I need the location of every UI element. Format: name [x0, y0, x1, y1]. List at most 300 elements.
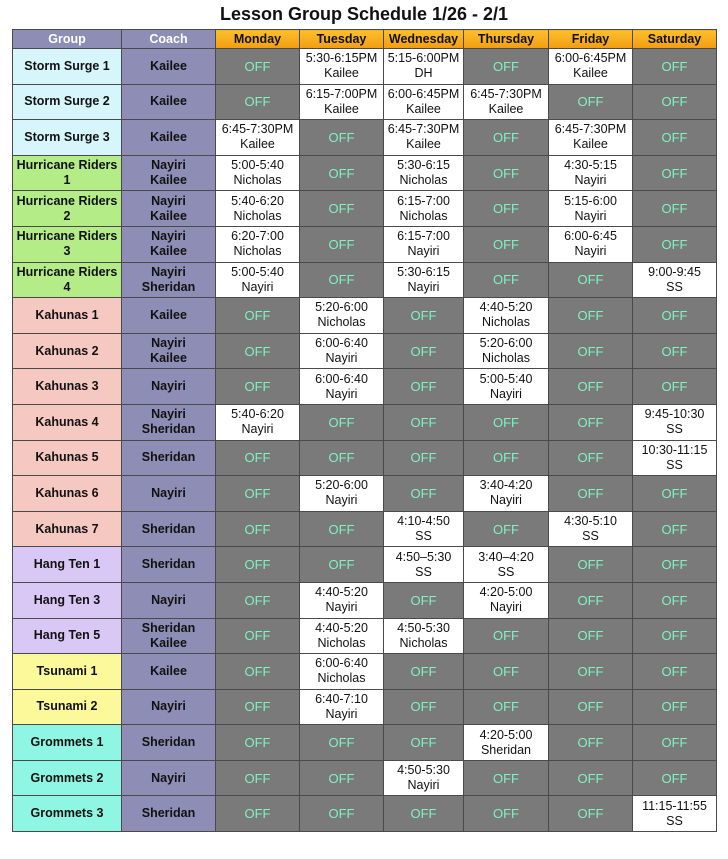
lesson-time: 6:45-7:30PM [221, 122, 294, 137]
lesson-time: 6:20-7:00 [231, 229, 284, 244]
off-cell: OFF [216, 796, 300, 832]
coach-name: Sheridan [141, 450, 196, 465]
off-cell: OFF [549, 333, 633, 369]
lesson-time: 5:00-5:40 [231, 264, 284, 279]
lesson-instructor: Nicholas [233, 173, 282, 188]
off-cell: OFF [549, 547, 633, 583]
group-name-line: Kahunas 7 [35, 521, 99, 536]
lesson-time: 5:30-6:15 [397, 264, 450, 279]
lesson-slot-cell [384, 511, 464, 547]
lesson-instructor: Nayiri [574, 244, 607, 259]
group-name-line: Hang Ten 5 [33, 628, 101, 643]
coach-name: Sheridan [141, 620, 196, 635]
off-cell: OFF [633, 191, 717, 227]
off-cell: OFF [633, 760, 717, 796]
off-cell: OFF [464, 511, 549, 547]
lesson-instructor: SS [415, 529, 432, 544]
lesson-slot-cell [464, 582, 549, 618]
header-day: Saturday [633, 30, 717, 49]
lesson-slot-cell [633, 796, 717, 832]
group-name-cell [13, 84, 122, 120]
group-name-line: 2 [63, 208, 71, 223]
off-cell: OFF [300, 725, 384, 761]
off-cell: OFF [300, 547, 384, 583]
lesson-instructor: Nayiri [490, 600, 522, 615]
lesson-time: 5:00-5:40 [479, 371, 533, 386]
group-name-line: Storm Surge 3 [24, 129, 110, 144]
group-name-line: Grommets 2 [30, 770, 104, 785]
lesson-slot-cell [384, 191, 464, 227]
lesson-time: 9:00-9:45 [648, 264, 701, 279]
lesson-instructor: Nicholas [482, 351, 530, 366]
lesson-instructor: Nayiri [241, 422, 274, 437]
group-name-cell [13, 725, 122, 761]
off-cell: OFF [300, 760, 384, 796]
lesson-instructor: Nicholas [399, 635, 448, 650]
group-name-line: Hurricane Riders [16, 264, 118, 279]
lesson-slot-cell [549, 511, 633, 547]
lesson-instructor: Kailee [406, 101, 441, 116]
lesson-time: 4:30-5:10 [564, 514, 617, 529]
off-cell: OFF [464, 155, 549, 191]
lesson-time: 4:50-5:30 [397, 763, 450, 778]
lesson-slot-cell [300, 298, 384, 334]
lesson-time: 5:15-6:00PM [387, 51, 460, 66]
table-row [13, 476, 717, 512]
off-cell: OFF [464, 796, 549, 832]
table-row [13, 298, 717, 334]
table-row [13, 654, 717, 690]
coach-name: Kailee [150, 351, 187, 366]
off-cell: OFF [633, 120, 717, 156]
header-day: Friday [549, 30, 633, 49]
group-name-line: 1 [63, 173, 71, 188]
off-cell: OFF [216, 618, 300, 654]
lesson-slot-cell [464, 369, 549, 405]
off-cell: OFF [633, 155, 717, 191]
table-row [13, 84, 717, 120]
lesson-time: 4:20-5:00 [479, 727, 533, 742]
header-day: Thursday [464, 30, 549, 49]
off-cell: OFF [464, 440, 549, 476]
table-row [13, 582, 717, 618]
lesson-instructor: Kailee [488, 101, 524, 116]
table-row [13, 226, 717, 262]
lesson-slot-cell [300, 84, 384, 120]
lesson-time: 4:30-5:15 [564, 158, 617, 173]
group-name-cell [13, 155, 122, 191]
off-cell: OFF [216, 333, 300, 369]
lesson-time: 4:50–5:30 [395, 549, 452, 564]
table-row [13, 49, 717, 85]
off-cell: OFF [549, 618, 633, 654]
lesson-time: 3:40–4:20 [478, 549, 534, 564]
group-name-cell [13, 618, 122, 654]
group-name-cell [13, 760, 122, 796]
off-cell: OFF [300, 404, 384, 440]
coach-cell [122, 369, 216, 405]
group-name-line: Kahunas 1 [35, 307, 99, 322]
lesson-time: 5:15-6:00 [564, 193, 617, 208]
group-name-line: 3 [63, 244, 71, 259]
off-cell: OFF [464, 262, 549, 298]
schedule-table [12, 29, 717, 832]
lesson-instructor: Nayiri [325, 706, 358, 721]
lesson-instructor: Kailee [406, 137, 441, 152]
group-name-line: Hang Ten 3 [33, 592, 101, 607]
group-name-cell [13, 262, 122, 298]
header-day: Tuesday [300, 30, 384, 49]
lesson-instructor: Nicholas [482, 315, 530, 330]
lesson-instructor: Kailee [573, 137, 608, 152]
group-name-line: Kahunas 2 [35, 343, 99, 358]
coach-cell [122, 511, 216, 547]
off-cell: OFF [216, 725, 300, 761]
coach-cell [122, 689, 216, 725]
off-cell: OFF [549, 654, 633, 690]
lesson-time: 3:40-4:20 [479, 478, 533, 493]
lesson-instructor: SS [666, 457, 683, 472]
group-name-line: Storm Surge 2 [24, 94, 110, 109]
lesson-slot-cell [384, 155, 464, 191]
off-cell: OFF [464, 191, 549, 227]
off-cell: OFF [464, 226, 549, 262]
off-cell: OFF [216, 511, 300, 547]
coach-cell [122, 49, 216, 85]
lesson-instructor: Nayiri [241, 279, 274, 294]
table-row [13, 440, 717, 476]
group-name-line: Kahunas 3 [35, 379, 99, 394]
group-name-cell [13, 369, 122, 405]
lesson-slot-cell [384, 760, 464, 796]
coach-name: Nayiri [151, 336, 186, 351]
coach-name: Nayiri [151, 193, 186, 208]
lesson-time: 4:20-5:00 [479, 585, 533, 600]
coach-cell [122, 262, 216, 298]
lesson-slot-cell [300, 333, 384, 369]
coach-cell [122, 618, 216, 654]
off-cell: OFF [464, 654, 549, 690]
table-row [13, 725, 717, 761]
lesson-time: 4:10-4:50 [397, 514, 450, 529]
coach-name: Kailee [150, 94, 187, 109]
group-name-line: Hurricane Riders [16, 158, 118, 173]
table-row [13, 333, 717, 369]
lesson-time: 6:40-7:10 [315, 691, 368, 706]
lesson-slot-cell [384, 618, 464, 654]
lesson-slot-cell [300, 369, 384, 405]
lesson-instructor: Nicholas [317, 671, 366, 686]
coach-name: Kailee [150, 244, 187, 259]
lesson-slot-cell [384, 49, 464, 85]
off-cell: OFF [549, 689, 633, 725]
group-name-cell [13, 49, 122, 85]
lesson-instructor: Nayiri [325, 351, 358, 366]
lesson-time: 4:40-5:20 [315, 620, 368, 635]
off-cell: OFF [633, 333, 717, 369]
off-cell: OFF [549, 84, 633, 120]
lesson-instructor: Nayiri [574, 208, 607, 223]
off-cell: OFF [633, 476, 717, 512]
lesson-time: 5:40-6:20 [231, 193, 284, 208]
group-name-cell [13, 226, 122, 262]
group-name-line: Grommets 3 [30, 806, 104, 821]
off-cell: OFF [549, 582, 633, 618]
lesson-instructor: SS [497, 564, 515, 579]
group-name-cell [13, 120, 122, 156]
table-row [13, 547, 717, 583]
off-cell: OFF [300, 155, 384, 191]
lesson-slot-cell [464, 725, 549, 761]
lesson-slot-cell [384, 262, 464, 298]
coach-cell [122, 404, 216, 440]
off-cell: OFF [464, 404, 549, 440]
off-cell: OFF [384, 369, 464, 405]
off-cell: OFF [633, 226, 717, 262]
header-coach: Coach [122, 30, 216, 49]
coach-name: Sheridan [141, 735, 196, 750]
off-cell: OFF [216, 582, 300, 618]
group-name-line: Hang Ten 1 [33, 557, 101, 572]
coach-cell [122, 120, 216, 156]
lesson-time: 6:00-6:40 [315, 336, 368, 351]
lesson-time: 5:40-6:20 [231, 407, 284, 422]
lesson-time: 5:30-6:15 [397, 158, 450, 173]
lesson-instructor: SS [666, 422, 683, 437]
group-name-cell [13, 333, 122, 369]
lesson-instructor: Nicholas [399, 173, 448, 188]
coach-cell [122, 796, 216, 832]
lesson-instructor: SS [582, 529, 599, 544]
group-name-line: Kahunas 6 [35, 485, 99, 500]
coach-name: Sheridan [141, 557, 196, 572]
coach-name: Nayiri [151, 699, 186, 714]
coach-name: Nayiri [151, 158, 186, 173]
off-cell: OFF [384, 725, 464, 761]
off-cell: OFF [384, 796, 464, 832]
off-cell: OFF [633, 618, 717, 654]
coach-cell [122, 582, 216, 618]
lesson-instructor: Nayiri [407, 244, 440, 259]
group-name-line: Hurricane Riders [16, 193, 118, 208]
coach-cell [122, 191, 216, 227]
off-cell: OFF [300, 120, 384, 156]
lesson-time: 6:45-7:30PM [554, 122, 627, 137]
off-cell: OFF [216, 440, 300, 476]
lesson-time: 11:15-11:55 [642, 798, 707, 813]
lesson-time: 6:00-6:40 [315, 371, 368, 386]
coach-name: Kailee [150, 663, 187, 678]
coach-cell [122, 226, 216, 262]
off-cell: OFF [464, 760, 549, 796]
lesson-slot-cell [549, 49, 633, 85]
coach-name: Nayiri [151, 485, 186, 500]
lesson-instructor: Nayiri [490, 493, 522, 508]
group-name-cell [13, 191, 122, 227]
table-row [13, 262, 717, 298]
header-group: Group [13, 30, 122, 49]
coach-name: Sheridan [141, 521, 196, 536]
lesson-slot-cell [384, 84, 464, 120]
lesson-slot-cell [633, 440, 717, 476]
lesson-time: 6:15-7:00PM [305, 86, 378, 101]
group-name-line: 4 [63, 279, 71, 294]
lesson-time: 6:45-7:30PM [387, 122, 460, 137]
lesson-slot-cell [549, 155, 633, 191]
off-cell: OFF [633, 369, 717, 405]
lesson-instructor: Nicholas [317, 315, 366, 330]
off-cell: OFF [384, 298, 464, 334]
group-name-line: Hurricane Riders [16, 229, 118, 244]
table-row [13, 511, 717, 547]
coach-cell [122, 440, 216, 476]
lesson-time: 5:00-5:40 [231, 158, 284, 173]
page-title: Lesson Group Schedule 1/26 - 2/1 [219, 4, 509, 24]
group-name-cell [13, 404, 122, 440]
lesson-slot-cell [633, 404, 717, 440]
coach-cell [122, 547, 216, 583]
coach-name: Nayiri [151, 229, 186, 244]
off-cell: OFF [216, 654, 300, 690]
group-name-cell [13, 582, 122, 618]
lesson-instructor: SS [666, 813, 683, 828]
table-row [13, 796, 717, 832]
lesson-slot-cell [300, 582, 384, 618]
off-cell: OFF [633, 547, 717, 583]
lesson-slot-cell [216, 120, 300, 156]
lesson-instructor: Nayiri [407, 778, 440, 793]
off-cell: OFF [633, 582, 717, 618]
group-name-cell [13, 654, 122, 690]
lesson-instructor: Nayiri [325, 600, 358, 615]
header-day: Wednesday [384, 30, 464, 49]
lesson-time: 6:45-7:30PM [470, 86, 542, 101]
off-cell: OFF [216, 49, 300, 85]
off-cell: OFF [464, 120, 549, 156]
coach-name: Nayiri [151, 379, 186, 394]
group-name-line: Grommets 1 [30, 735, 104, 750]
off-cell: OFF [549, 262, 633, 298]
off-cell: OFF [549, 298, 633, 334]
lesson-slot-cell [549, 226, 633, 262]
coach-name: Kailee [150, 129, 187, 144]
lesson-slot-cell [464, 84, 549, 120]
table-row [13, 760, 717, 796]
group-name-line: Tsunami 2 [36, 699, 98, 714]
off-cell: OFF [549, 725, 633, 761]
coach-name: Kailee [150, 307, 187, 322]
table-row [13, 155, 717, 191]
off-cell: OFF [384, 333, 464, 369]
off-cell: OFF [633, 511, 717, 547]
lesson-slot-cell [216, 191, 300, 227]
lesson-time: 6:00-6:40 [315, 656, 368, 671]
lesson-instructor: Sheridan [480, 742, 532, 757]
off-cell: OFF [633, 654, 717, 690]
coach-name: Kailee [150, 173, 187, 188]
lesson-time: 5:20-6:00 [479, 336, 533, 351]
lesson-slot-cell [464, 476, 549, 512]
lesson-slot-cell [384, 547, 464, 583]
lesson-time: 6:15-7:00 [397, 229, 450, 244]
lesson-time: 4:40-5:20 [479, 300, 533, 315]
coach-name: Kailee [150, 635, 187, 650]
lesson-time: 6:00-6:45PM [554, 51, 627, 66]
lesson-instructor: Nayiri [325, 386, 358, 401]
off-cell: OFF [216, 84, 300, 120]
group-name-line: Kahunas 5 [35, 450, 99, 465]
coach-name: Sheridan [141, 279, 196, 294]
off-cell: OFF [216, 760, 300, 796]
lesson-instructor: Nicholas [399, 208, 448, 223]
coach-cell [122, 84, 216, 120]
group-name-line: Tsunami 1 [36, 663, 98, 678]
coach-name: Nayiri [151, 592, 186, 607]
lesson-time: 6:00-6:45PM [387, 86, 460, 101]
off-cell: OFF [633, 49, 717, 85]
lesson-instructor: Kailee [240, 137, 275, 152]
off-cell: OFF [384, 404, 464, 440]
group-name-line: Kahunas 4 [35, 414, 99, 429]
group-name-cell [13, 476, 122, 512]
coach-name: Nayiri [151, 770, 186, 785]
lesson-slot-cell [384, 226, 464, 262]
lesson-instructor: SS [666, 279, 683, 294]
lesson-instructor: Nayiri [490, 386, 522, 401]
lesson-instructor: DH [414, 66, 433, 81]
lesson-slot-cell [216, 155, 300, 191]
off-cell: OFF [300, 796, 384, 832]
off-cell: OFF [549, 796, 633, 832]
off-cell: OFF [633, 84, 717, 120]
coach-cell [122, 155, 216, 191]
header-day: Monday [216, 30, 300, 49]
table-row [13, 404, 717, 440]
off-cell: OFF [216, 689, 300, 725]
lesson-slot-cell [633, 262, 717, 298]
lesson-time: 6:15-7:00 [397, 193, 450, 208]
coach-name: Kailee [150, 208, 187, 223]
group-name-line: Storm Surge 1 [24, 58, 110, 73]
lesson-time: 4:50-5:30 [397, 620, 450, 635]
off-cell: OFF [300, 226, 384, 262]
lesson-slot-cell [300, 689, 384, 725]
coach-name: Nayiri [151, 264, 186, 279]
group-name-cell [13, 440, 122, 476]
off-cell: OFF [464, 618, 549, 654]
lesson-slot-cell [216, 404, 300, 440]
coach-name: Sheridan [141, 422, 196, 437]
off-cell: OFF [384, 440, 464, 476]
lesson-instructor: Kailee [324, 101, 359, 116]
lesson-slot-cell [300, 618, 384, 654]
lesson-instructor: Kailee [324, 66, 359, 81]
off-cell: OFF [633, 689, 717, 725]
table-row [13, 191, 717, 227]
off-cell: OFF [300, 262, 384, 298]
coach-cell [122, 654, 216, 690]
lesson-slot-cell [464, 298, 549, 334]
off-cell: OFF [384, 654, 464, 690]
off-cell: OFF [216, 298, 300, 334]
coach-name: Kailee [150, 58, 187, 73]
coach-cell [122, 476, 216, 512]
schedule-body [13, 49, 717, 832]
lesson-time: 6:00-6:45 [564, 229, 617, 244]
off-cell: OFF [384, 476, 464, 512]
off-cell: OFF [633, 298, 717, 334]
lesson-slot-cell [300, 476, 384, 512]
